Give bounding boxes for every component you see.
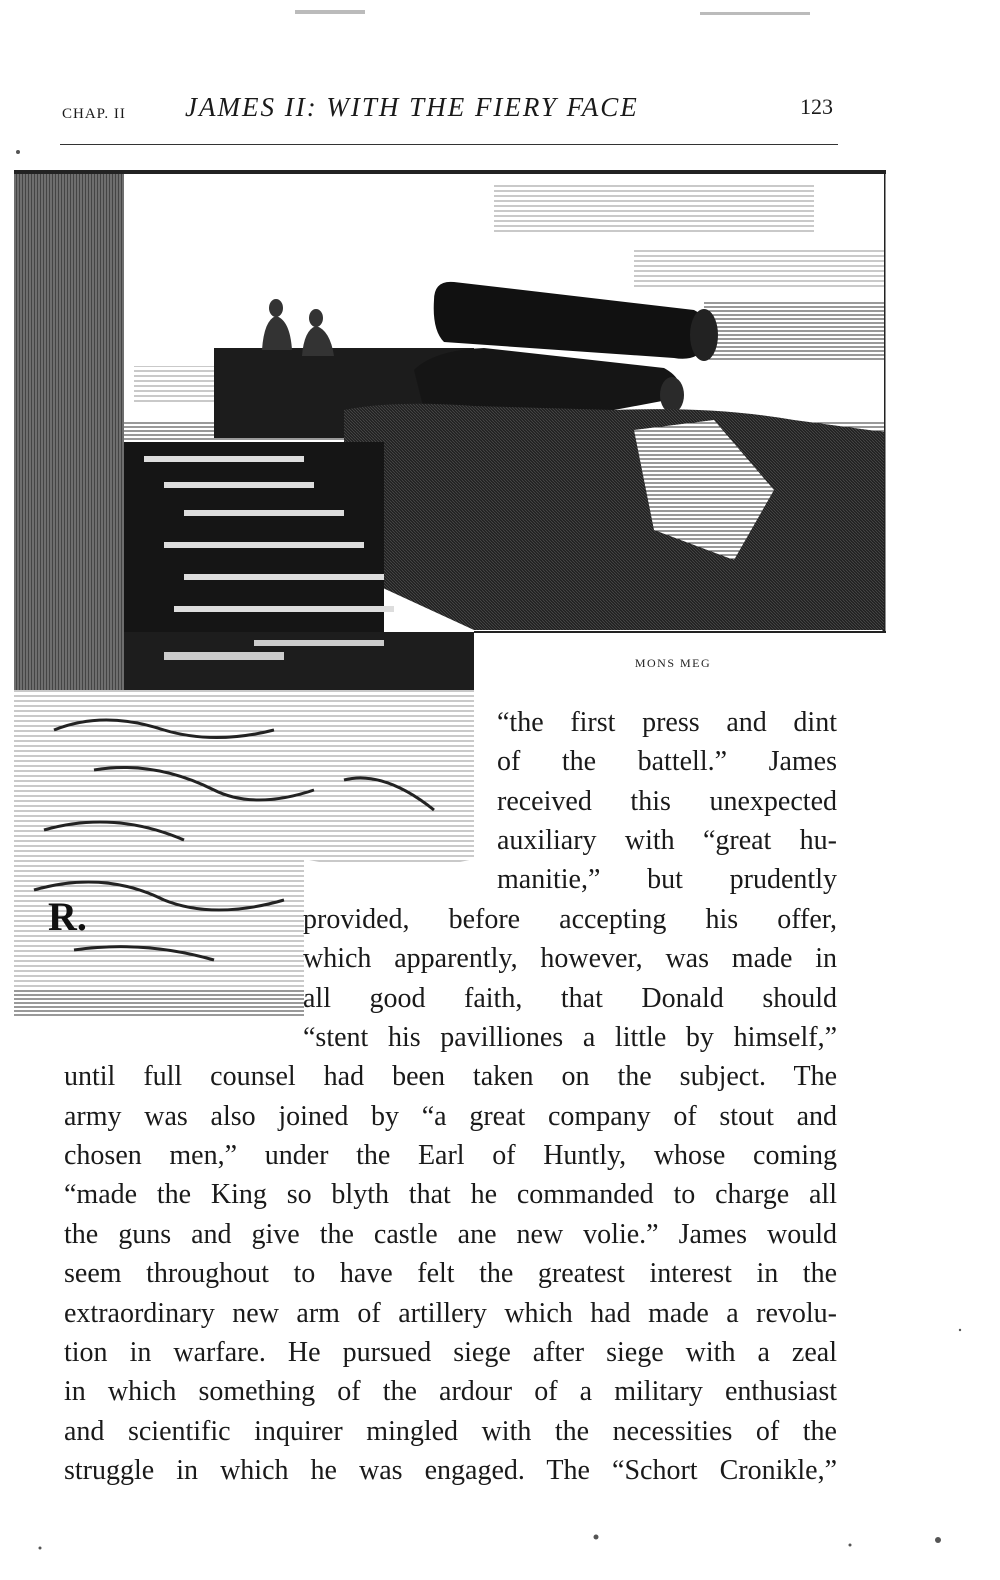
- body-line: all good faith, that Donald should: [303, 983, 837, 1014]
- header-rule: [60, 144, 838, 145]
- rock-mass: [344, 404, 884, 630]
- body-line: until full counsel had been taken on the subject. The: [64, 1061, 837, 1092]
- body-line: the guns and give the castle ane new volie.” James would: [64, 1219, 837, 1250]
- body-line: extraordinary new arm of artillery which had made a revolu-: [64, 1298, 837, 1329]
- body-line: tion in warfare. He pursued siege after siege with a zeal: [64, 1337, 837, 1368]
- body-line: seem throughout to have felt the greatest interest in the: [64, 1258, 837, 1289]
- body-line: provided, before accepting his offer,: [303, 904, 837, 935]
- chapter-label: CHAP. II: [62, 106, 126, 122]
- body-line: of the battell.” James: [497, 746, 837, 777]
- body-line: “made the King so blyth that he commanded to charge all: [64, 1179, 837, 1210]
- body-line: auxiliary with “great hu-: [497, 825, 837, 856]
- figure-caption: MONS MEG: [634, 656, 712, 670]
- artist-monogram: R.: [48, 894, 87, 939]
- body-line: received this unexpected: [497, 786, 837, 817]
- body-line: “stent his pavilliones a little by himself,”: [303, 1022, 837, 1053]
- body-line: in which something of the ardour of a military enthusiast: [64, 1376, 837, 1407]
- body-line: and scientific inquirer mingled with the necessities of the: [64, 1416, 837, 1447]
- body-line: chosen men,” under the Earl of Huntly, whose coming: [64, 1140, 837, 1171]
- body-line: “the first press and dint: [497, 707, 837, 738]
- body-line: manitie,” but prudently: [497, 864, 837, 895]
- running-header: [0, 84, 1000, 124]
- body-line: army was also joined by “a great company of stout and: [64, 1101, 837, 1132]
- body-line: which apparently, however, was made in: [303, 943, 837, 974]
- page-number: 123: [800, 94, 833, 119]
- running-title: JAMES II: WITH THE FIERY FACE: [185, 92, 639, 122]
- body-line: struggle in which he was engaged. The “Schort Cronikle,”: [64, 1455, 837, 1486]
